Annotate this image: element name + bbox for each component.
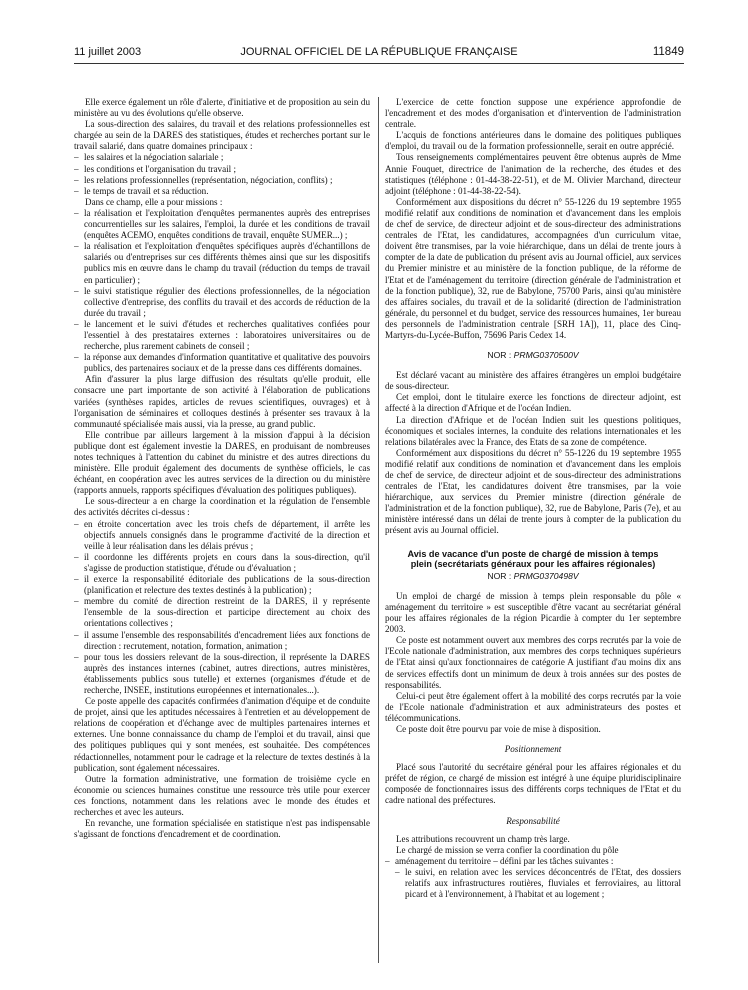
paragraph: Ce poste appelle des capacités confirmées d'animation d'équipe et de conduite de projet, ainsi que les aptitudes nécessaires à l'entretien et au développement de relations de coopération et d'échange avec de multiples partenaires internes et externes. Une bonne connaissance du champ de l'emploi et du travail, ainsi que des politiques publiques qui y sont menées, est souhaitée. Des compétences rédactionnelles, notamment pour le cadrage et la relecture de textes destinés à la publication, sont également nécessaires. [74, 696, 370, 773]
paragraph: Afin d'assurer la plus large diffusion des résultats qu'elle produit, elle consacre une part importante de son activité à l'élaboration de publications variées (synthèses rapides, articles de revues scientifiques, ouvrages) et à l'organisation de séminaires et colloques destinés à présenter ses travaux à la communauté spécialisée mais aussi, via la presse, au grand public. [74, 374, 370, 429]
paragraph: La sous-direction des salaires, du travail et des relations professionnelles est chargée au sein de la DARES des statistiques, études et recherches portant sur le travail salarié, dans quatre domaines principaux : [74, 119, 370, 152]
paragraph: L'exercice de cette fonction suppose une expérience approfondie de l'encadrement et des modes d'organisation et d'intervention de l'administration centrale. [385, 97, 681, 130]
section-heading: Responsabilité [506, 815, 560, 826]
nor-code: PRMG0370498V [513, 570, 579, 581]
list-item: – la réalisation et l'exploitation d'enquêtes permanentes auprès des entreprises concurrentielles sur les salaires, l'emploi, la durée et les conditions de travail (enquêtes ACEMO, enquêtes conditions de travail, enquête SUMER...) ; [84, 208, 370, 241]
list-item: – membre du comité de direction restreint de la DARES, il y représente l'ensemble de la sous-direction et participe directement au choix des orientations collectives ; [84, 596, 370, 629]
paragraph: Conformément aux dispositions du décret n° 55-1226 du 19 septembre 1955 modifié relatif aux conditions de nomination et d'avancement dans les emplois de chef de service, de directeur adjoint et de sous-directeur des administrations centrales de l'Etat, les candidatures, accompagnées d'un curriculum vitae, doivent être transmises, par la voie hiérarchique, dans un délai de trente jours à compter de la date de publication du présent avis au Journal officiel, aux services du Premier ministre et au ministère de la fonction publique, de la réforme de l'Etat et de l'aménagement du territoire (direction générale de l'administration et de la fonction publique), 32, rue de Babylone, 75700 Paris, ainsi qu'au ministère des affaires sociales, du travail et de la solidarité (direction de l'administration générale, du personnel et du budget, service des ressources humaines, 1er bureau des personnels de l'administration centrale [SRH 1A]), 11, place des Cinq-Martyrs-du-Lycée-Buffon, 75696 Paris Cedex 14. [385, 196, 681, 340]
nor-label: NOR : [487, 570, 514, 581]
paragraph: Un emploi de chargé de mission à temps plein responsable du pôle « aménagement du territoire » est susceptible d'être vacant au secrétariat général pour les affaires régionales de la région Picardie à compter du 1er septembre 2003. [385, 590, 681, 635]
list-item: – pour tous les dossiers relevant de la sous-direction, il représente la DARES auprès des instances internes (cabinet, autres directions, autres ministères, établissements publics sous tutelle) et externes (organismes d'étude et de recherche, INSEE, institutions européennes et internationales...). [84, 652, 370, 696]
page-header [74, 46, 684, 62]
notice-title [385, 549, 681, 570]
list-item: – le suivi, en relation avec les services déconcentrés de l'Etat, des dossiers relatifs aux infrastructures routières, fluviales et ferroviaires, au littoral picard et à l'environnement, à l'habitat et au logement ; [405, 867, 681, 900]
left-column [74, 97, 370, 967]
list-item: – il assume l'ensemble des responsabilités d'encadrement liées aux fonctions de direction : recrutement, notation, formation, animation ; [84, 630, 370, 652]
paragraph: Ce poste doit être pourvu par voie de mise à disposition. [396, 723, 601, 734]
paragraph: Conformément aux dispositions du décret n° 55-1226 du 19 septembre 1955 modifié relatif aux conditions de nomination et d'avancement dans les emplois de chef de service, de directeur adjoint et de sous-directeur des administrations centrales de l'Etat, les candidatures doivent être transmises, par la voie hiérarchique, aux services du Premier ministre (direction générale de l'administration et de la fonction publique), 32, rue de Babylone, Paris (7e), et au ministère intéressé dans un délai de trente jours à compter de la publication du présent avis au Journal officiel. [385, 447, 681, 536]
paragraph: Les attributions recouvrent un champ très large. [396, 833, 570, 844]
section-heading: Positionnement [504, 744, 562, 755]
paragraph: Celui-ci peut être également offert à la mobilité des corps recrutés par la voie de l'Ecole nationale d'administration et aux administrateurs des postes et télécommunications. [385, 690, 681, 723]
tasks-list [385, 856, 681, 900]
nor-label: NOR : [487, 350, 514, 361]
paragraph: Tous renseignements complémentaires peuvent être obtenus auprès de Mme Annie Fouquet, directrice de l'animation de la recherche, des études et des statistiques (téléphone : 01-44-38-22-51), et de M. Olivier Marchand, directeur adjoint (téléphone : 01-44-38-22-54). [385, 152, 681, 196]
paragraph: L'acquis de fonctions antérieures dans le domaine des politiques publiques d'emploi, du travail ou de la formation professionnelle, serait en outre apprécié. [385, 130, 681, 152]
paragraph: Elle contribue par ailleurs largement à la mission d'appui à la décision publique dont est également investie la DARES, en produisant de nombreuses notes techniques à l'attention du cabinet du ministre et des autres directions du ministère. Elle produit également des documents de synthèse officiels, le cas échéant, en coopération avec les autres services de la direction ou du ministère (rapports annuels, rapports spécifiques d'évaluation des politiques publiques). [74, 429, 370, 496]
list-item: – les salaires et la négociation salariale ; [84, 152, 370, 163]
paragraph: Cet emploi, dont le titulaire exerce les fonctions de directeur adjoint, est affecté à la direction d'Afrique et de l'océan Indien. [385, 392, 681, 414]
nor-code: PRMG0370500V [513, 350, 579, 361]
paragraph: La direction d'Afrique et de l'océan Indien suit les questions politiques, économiques et sociales internes, la conduite des relations internationales et les relations bilatérales avec la France, des Etats de sa zone de compétence. [385, 414, 681, 447]
paragraph: Placé sous l'autorité du secrétaire général pour les affaires régionales et du préfet de région, ce chargé de mission est intégré à une équipe pluridisciplinaire composée de fonctionnaires issus des différents corps techniques de l'Etat et du cadre national des préfectures. [385, 762, 681, 806]
paragraph: En revanche, une formation spécialisée en statistique n'est pas indispensable s'agissant de fonctions d'encadrement et de coordination. [74, 818, 370, 840]
column-divider [378, 97, 379, 963]
paragraph: Dans ce champ, elle a pour missions : [85, 196, 223, 207]
right-column [385, 97, 681, 967]
list-item: – il coordonne les différents projets en cours dans la sous-direction, qu'il s'agisse de production statistique, d'étude ou d'évaluation ; [84, 552, 370, 574]
paragraph: Le chargé de mission se verra confier la coordination du pôle [396, 844, 619, 855]
header-title: JOURNAL OFFICIEL DE LA RÉPUBLIQUE FRANÇAISE [240, 46, 518, 58]
list-item: – le suivi statistique régulier des élections professionnelles, de la négociation collective d'entreprise, des conflits du travail et des accords de réduction de la durée du travail ; [84, 286, 370, 319]
list-item: – en étroite concertation avec les trois chefs de département, il arrête les objectifs annuels consignés dans le programme d'activité de la direction et veille à leur réalisation dans les délais prévus ; [84, 519, 370, 552]
header-page-number: 11849 [652, 46, 684, 58]
list-item: – les conditions et l'organisation du travail ; [84, 164, 370, 175]
paragraph: Le sous-directeur a en charge la coordination et la régulation de l'ensemble des activités décrites ci-dessus : [74, 496, 370, 518]
list-item: – les relations professionnelles (représentation, négociation, conflits) ; [84, 175, 370, 186]
list-item: – la réalisation et l'exploitation d'enquêtes spécifiques auprès d'échantillons de salariés ou d'entreprises sur ces différents thèmes ainsi que sur les dispositifs publics mis en œuvre dans le champ du travail (réduction du temps de travail en particulier) ; [84, 241, 370, 285]
list-item: – le temps de travail et sa réduction. [84, 186, 370, 197]
nor-reference [385, 571, 681, 582]
paragraph: Ce poste est notamment ouvert aux membres des corps recrutés par la voie de l'Ecole nationale d'administration, aux membres des corps techniques supérieurs de l'Etat ainsi qu'aux fonctionnaires de catégorie A justifiant d'au moins dix ans de services effectifs dont un minimum de deux à trois années sur des postes de responsabilités. [385, 635, 681, 690]
list-item: – le lancement et le suivi d'études et recherches qualitatives confiées pour l'essentiel à des prestataires externes : laboratoires universitaires ou de recherche, plus rarement cabinets de conseil ; [84, 319, 370, 352]
nor-reference [385, 350, 681, 361]
paragraph: Elle exerce également un rôle d'alerte, d'initiative et de proposition au sein du ministère au vu des évolutions qu'elle observe. [74, 97, 370, 119]
header-date: 11 juillet 2003 [74, 46, 142, 58]
header-rule [74, 63, 684, 64]
notice-title-line: Avis de vacance d'un poste de chargé de mission à temps [407, 548, 659, 559]
missions-list [74, 208, 370, 374]
list-item: – la réponse aux demandes d'information quantitative et qualitative des pouvoirs publics, des partenaires sociaux et de la presse dans ces différents domaines. [84, 352, 370, 374]
activities-list [74, 519, 370, 697]
paragraph: Outre la formation administrative, une formation de troisième cycle en économie ou sciences humaines constitue une ressource très utile pour exercer ces fonctions, notamment dans les relations avec le monde des études et recherches et avec les auteurs. [74, 773, 370, 817]
notice-title-line: plein (secrétariats généraux pour les affaires régionales) [410, 559, 656, 570]
paragraph: Est déclaré vacant au ministère des affaires étrangères un emploi budgétaire de sous-directeur. [385, 370, 681, 392]
list-item: – aménagement du territoire – défini par les tâches suivantes : [395, 856, 681, 867]
domains-list [74, 152, 370, 196]
list-item: – il exerce la responsabilité éditoriale des publications de la sous-direction (planification et relecture des textes destinés à la publication) ; [84, 574, 370, 596]
